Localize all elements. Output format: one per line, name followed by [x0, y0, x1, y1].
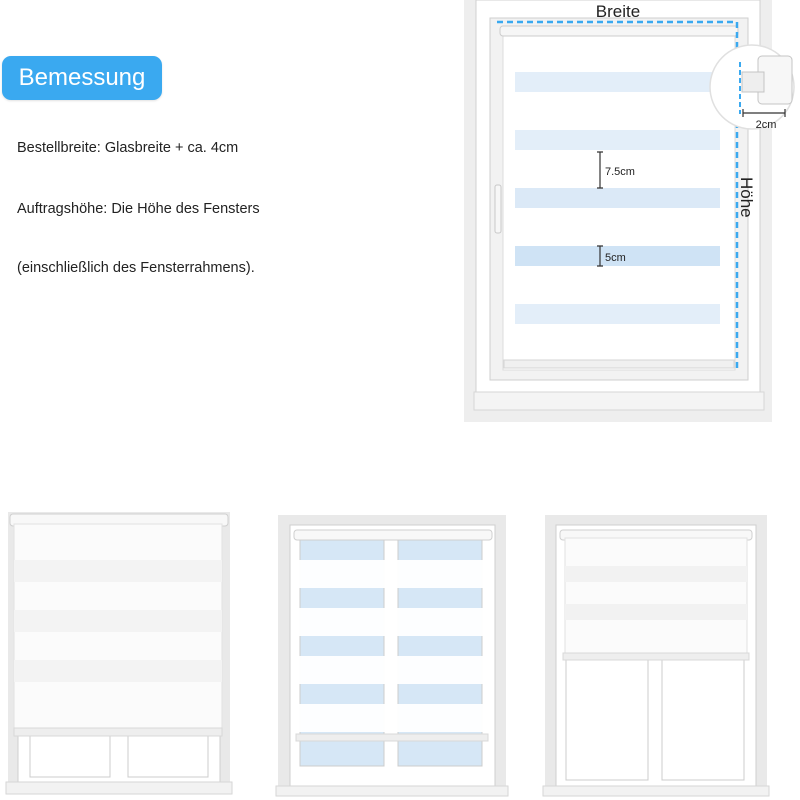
blind-stripe [14, 610, 222, 632]
bottom-rail [563, 653, 749, 660]
height-label: Höhe [737, 177, 756, 218]
bottom-rail [296, 734, 488, 741]
window-sill [6, 782, 232, 794]
blind-stripe [515, 72, 720, 92]
window-sill [276, 786, 508, 796]
stripe-label: 5cm [605, 252, 626, 264]
blind-stripe [298, 704, 486, 732]
blind-stripe [515, 304, 720, 324]
window-variant-half-open [538, 505, 773, 800]
blind-stripe [515, 130, 720, 150]
blind-cassette [294, 530, 492, 540]
section-heading-badge: Bemessung [2, 56, 162, 100]
window-variant-closed [0, 505, 240, 800]
window-glass [662, 660, 744, 780]
order-width-text: Bestellbreite: Glasbreite + ca. 4cm [17, 140, 239, 156]
gap-label: 7.5cm [605, 166, 635, 178]
bracket-clip [742, 72, 764, 92]
order-height-text: Auftragshöhe: Die Höhe des Fensters [17, 201, 260, 217]
window-glass [566, 660, 648, 780]
blind-stripe [14, 660, 222, 682]
window-variant-striped [270, 505, 515, 800]
width-label: Breite [595, 2, 641, 21]
blind-stripe [298, 656, 486, 684]
blind-stripe [565, 604, 747, 620]
blind-stripe [565, 566, 747, 582]
height-note-text: (einschließlich des Fensterrahmens). [17, 260, 255, 276]
blind-stripe [298, 608, 486, 636]
window-sill [474, 392, 764, 410]
window-glass [128, 735, 208, 777]
bottom-rail [504, 360, 734, 368]
zebra-blind [565, 538, 747, 655]
overlap-label: 2cm [755, 119, 777, 131]
blind-stripe [298, 560, 486, 588]
blind-cassette [500, 26, 738, 36]
window-glass [30, 735, 110, 777]
window-sill [543, 786, 769, 796]
bottom-rail [14, 728, 222, 736]
blind-stripe [515, 188, 720, 208]
window-handle [495, 185, 501, 233]
measurement-diagram [455, 0, 800, 430]
blind-stripe [14, 560, 222, 582]
